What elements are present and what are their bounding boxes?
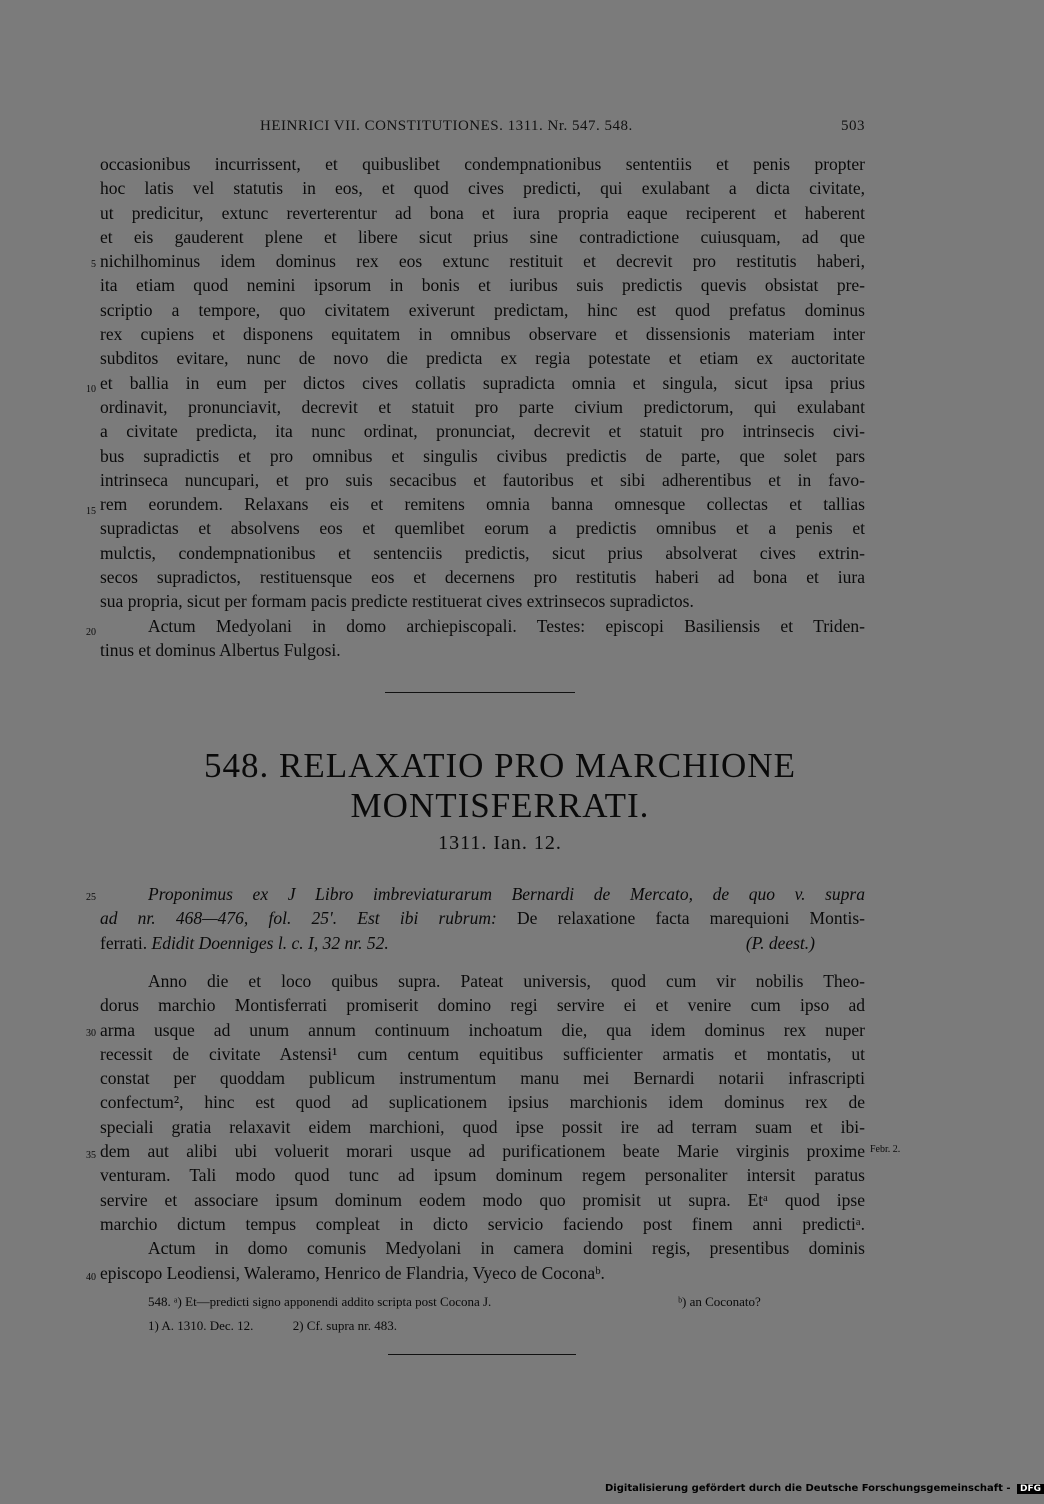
text-line: a civitate predicta, ita nunc ordinat, pronunciat, decrevit et statuit pro intrinsecis civi- <box>100 421 865 442</box>
source-note <box>86 882 865 955</box>
text-line: secos supradictos, restituensque eos et decernens pro restitutis haberi ad bona et iura <box>100 567 865 588</box>
text-line: constat per quoddam publicum instrumentum manu mei Bernardi notarii infrascripti <box>100 1068 865 1089</box>
text-line: recessit de civitate Astensi¹ cum centum equitibus sufficienter armatis et montatis, ut <box>100 1043 865 1064</box>
margin-date-note: Febr. 2. <box>870 1144 901 1155</box>
text-line: subditos evitare, nunc de novo die predicta ex regia potestate et etiam ex auctoritate <box>100 348 865 369</box>
text-line: hoc latis vel statutis in eos, et quod cives predicti, qui exulabant a dicta civitate, <box>100 178 865 199</box>
line-number: 30 <box>86 1028 96 1039</box>
footnote-1: 1) A. 1310. Dec. 12. <box>148 1318 254 1333</box>
source-rubric: De relaxatione facta marequioni Montis- <box>496 908 865 929</box>
text-line: occasionibus incurrissent, et quibuslibet condempnationibus sententiis et penis propter <box>100 154 865 174</box>
text-line: mulctis, condempnationibus et sentenciis predictis, sicut prius absolverat cives extrin- <box>100 542 865 563</box>
page-number: 503 <box>841 118 865 134</box>
text-line: rem eorundem. Relaxans eis et remitens omnia banna omnesque collectas et tallias <box>100 494 865 515</box>
source-line <box>100 906 865 930</box>
document-date: 1311. Ian. 12. <box>438 832 562 854</box>
text-line: sua propria, sicut per formam pacis predicte restituerat cives extrinsecos supradictos. <box>100 591 694 612</box>
footnote-b: ᵇ) an Coconato? <box>678 1294 761 1309</box>
line-number: 5 <box>91 259 96 270</box>
dfg-logo: DFG <box>1017 1484 1044 1494</box>
document-547-text <box>86 152 865 662</box>
source-regest: (P. deest.) <box>745 932 815 953</box>
commentary-footnotes <box>148 1318 788 1342</box>
section-divider <box>385 692 575 693</box>
text-line: bus supradictis et pro omnibus et singulis civibus predictis de parte, que solet pars <box>100 445 865 466</box>
footnote-2: 2) Cf. supra nr. 483. <box>292 1318 398 1333</box>
document-title-continued: MONTISFERRATI. <box>350 786 650 825</box>
text-line: rex cupiens et disponens equitatem in omnibus observare et dissensionis materiam inter <box>100 324 865 345</box>
text-line: confectum², hinc est quod ad suplicationem ipsius marchionis idem dominus rex de <box>100 1092 865 1113</box>
running-title: HEINRICI VII. CONSTITUTIONES. 1311. Nr. 547. 548. <box>260 118 633 134</box>
source-citation: Proponimus ex J Libro imbreviaturarum Bernardi de Mercato, de quo v. supra <box>148 884 865 904</box>
variant-footnotes <box>148 1294 788 1318</box>
line-number: 40 <box>86 1272 96 1283</box>
line-number: 15 <box>86 506 96 517</box>
text-line: dorus marchio Montisferrati promiserit domino regi servire ei et venire cum ipso ad <box>100 995 865 1016</box>
source-citation: ad nr. 468—476, fol. 25'. Est ibi rubrum: <box>100 908 497 929</box>
text-line: Anno die et loco quibus supra. Pateat universis, quod cum vir nobilis Theo- <box>148 971 865 991</box>
digitization-credit <box>605 1483 1044 1494</box>
footnotes <box>148 1294 788 1342</box>
text-line: ut predicitur, extunc reverterentur ad bona et iura propria eaque reciperent et haberent <box>100 202 865 223</box>
text-line: et eis gauderent plene et libere sicut prius sine contradictione cuiusquam, ad que <box>100 226 865 247</box>
text-line: ordinavit, pronunciavit, decrevit et statuit pro parte civium predictorum, qui exulabant <box>100 396 865 417</box>
credit-text: Digitalisierung gefördert durch die Deutsche Forschungsgemeinschaft - <box>605 1483 1011 1494</box>
document-548-text <box>86 969 865 1285</box>
source-line <box>100 931 865 955</box>
source-line <box>100 882 865 906</box>
text-line: Actum in domo comunis Medyolani in camera domini regis, presentibus dominis <box>148 1238 865 1259</box>
line-number: 20 <box>86 627 96 638</box>
text-line: scriptio a tempore, quo civitatem exiverunt predictam, hinc est quod prefatus dominus <box>100 299 865 320</box>
text-line: arma usque ad unum annum continuum inchoatum die, qua idem dominus rex nuper <box>100 1019 865 1040</box>
text-line: et ballia in eum per dictos cives collatis supradicta omnia et singula, sicut ipsa prius <box>100 372 865 393</box>
text-line: Actum Medyolani in domo archiepiscopali. Testes: episcopi Basiliensis et Triden- <box>148 615 865 636</box>
text-line: venturam. Tali modo quod tunc ad ipsum dominum regem personaliter intersit paratus <box>100 1165 865 1186</box>
footnote-a: 548. ᵃ) Et—predicti signo apponendi addito scripta post Cocona J. <box>148 1294 492 1309</box>
text-line: episcopo Leodiensi, Waleramo, Henrico de Flandria, Vyeco de Coconaᵇ. <box>100 1262 605 1283</box>
document-title: 548. RELAXATIO PRO MARCHIONE <box>204 746 796 785</box>
text-line: marchio dictum tempus compleat in dicto servicio faciendo post finem anni predictiᵃ. <box>100 1213 865 1234</box>
source-edition: Edidit Doenniges l. c. I, 32 nr. 52. <box>151 932 389 953</box>
source-text: ferrati. <box>100 932 152 953</box>
text-line: supradictas et absolvens eos et quemlibet eorum a predictis omnibus et a penis et <box>100 518 865 539</box>
line-number: 10 <box>86 384 96 395</box>
text-line: nichilhominus idem dominus rex eos extunc restituit et decrevit pro restitutis haberi, <box>100 251 865 272</box>
text-line: tinus et dominus Albertus Fulgosi. <box>100 639 341 660</box>
line-number: 35 <box>86 1150 96 1161</box>
line-number: 25 <box>86 892 96 903</box>
text-line: servire et associare ipsum dominum eodem modo quo promisit ut supra. Etᵃ quod ipse <box>100 1189 865 1210</box>
end-rule <box>388 1354 576 1355</box>
text-line: intrinseca nuncupari, et pro suis secacibus et fautoribus et sibi adherentibus et in favo- <box>100 469 865 490</box>
text-line: dem aut alibi ubi voluerit morari usque ad purificationem beate Marie virginis proxime <box>100 1141 865 1162</box>
text-line: ita etiam quod nemini ipsorum in bonis et iuribus suis predictis quevis obsistat pre- <box>100 275 865 296</box>
text-line: speciali gratia relaxavit eidem marchioni, quod ipse possit ire ad terram suam et ibi- <box>100 1116 865 1137</box>
